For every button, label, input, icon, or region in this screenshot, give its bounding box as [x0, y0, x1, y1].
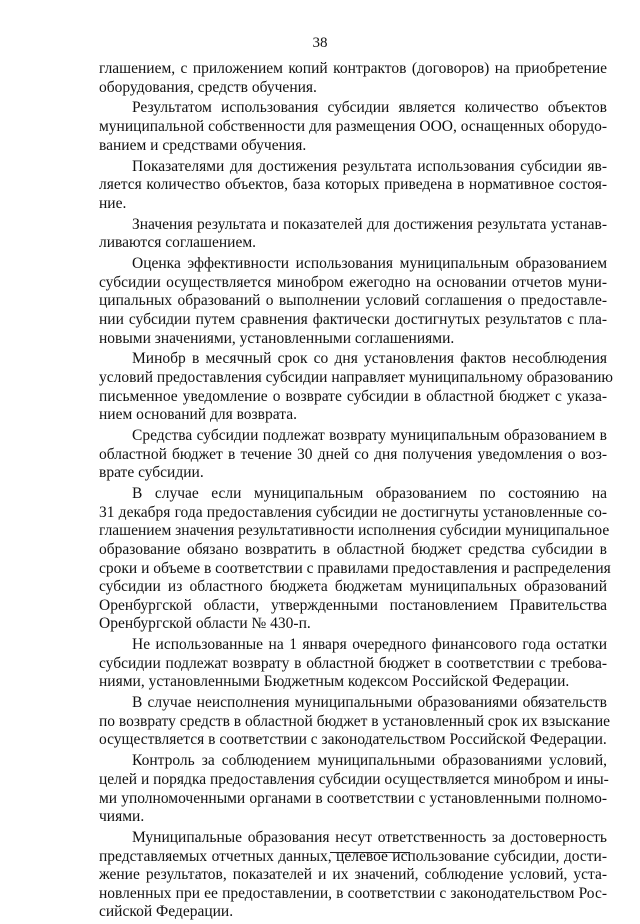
text-line: глашением, с приложением копий контрактов (договоров) на приобретение [99, 60, 607, 77]
text-line: новыми значениями, установленными соглашениями. [99, 329, 455, 347]
text-line: ципальных образований о выполнении условий соглашения о предоставле- [99, 292, 607, 310]
text-line: глашением значения результативности исполнения субсидии муниципальное [99, 522, 610, 540]
text-line: по возврату средств в областной бюджет в установленный срок их взыскание [99, 712, 611, 730]
paragraph [99, 636, 607, 692]
text-line: врате субсидии. [99, 464, 204, 482]
text-line: В случае если муниципальным образованием по состоянию на [132, 485, 607, 503]
text-line: ванием и средствами обучения. [99, 136, 307, 154]
paragraph [99, 350, 613, 424]
text-line: Показателями для достижения результата использования субсидии яв- [132, 157, 607, 175]
text-line: В случае неисполнения муниципальными образованиями обязательств [132, 694, 607, 712]
paragraph [99, 158, 607, 214]
page-number: 38 [312, 35, 328, 51]
text-line: представляемых отчетных данных, целевое использование субсидии, дости- [99, 847, 607, 865]
paragraph [99, 829, 607, 922]
text-line: чиями. [99, 808, 145, 826]
text-line: Результатом использования субсидии является количество объектов [132, 99, 607, 117]
paragraph [99, 694, 611, 750]
paragraph [99, 427, 607, 483]
text-line: ниями, установленными Бюджетным кодексом Российской Федерации. [99, 673, 570, 691]
paragraph [99, 255, 607, 348]
text-line: Контроль за соблюдением муниципальными образованиями условий, [132, 752, 607, 770]
paragraph [99, 485, 611, 634]
text-line: Оренбургской области № 430-п. [99, 615, 311, 633]
document-body [99, 60, 613, 924]
text-line: ми уполномоченными органами в соответствии с установленными полномо- [99, 789, 607, 807]
text-line: 31 декабря года предоставления субсидии не достигнуты установленные со- [99, 503, 607, 521]
text-line: ляется количество объектов, база которых приведена в нормативное состоя- [99, 176, 607, 194]
end-of-text-rule [330, 852, 410, 853]
text-line: областной бюджет в течение 30 дней со дня получения уведомления о воз- [99, 445, 607, 463]
text-line: Средства субсидии подлежат возврату муниципальным образованием в [132, 427, 607, 445]
text-line: нием оснований для возврата. [99, 406, 297, 424]
text-line: целей и порядка предоставления субсидии осуществляется минобром и ины- [99, 770, 609, 788]
text-line: ливаются соглашением. [99, 234, 257, 252]
text-line: муниципальной собственности для размещения ООО, оснащенных оборудо- [99, 118, 607, 136]
text-line: субсидии осуществляется минобром ежегодно на основании отчетов муни- [99, 273, 607, 291]
text-line: Не использованные на 1 января очередного финансового года остатки [132, 636, 607, 654]
text-line: ние. [99, 194, 127, 212]
text-line: сийской Федерации. [99, 903, 234, 921]
text-line: Оренбургской области, утвержденными постановлением Правительства [99, 596, 607, 614]
text-line: письменное уведомление о возврате субсидии в областной бюджет с указа- [99, 387, 607, 405]
text-line: сроки и объеме в соответствии с правилами предоставления и распределения [99, 559, 611, 577]
text-line: образование обязано возвратить в областной бюджет средства субсидии в [99, 540, 607, 558]
text-line: Оценка эффективности использования муниципальным образованием [132, 255, 607, 273]
text-line: жение результатов, показателей и их значений, соблюдение условий, уста- [99, 866, 607, 884]
text-line: условий предоставления субсидии направляет муниципальному образованию [99, 368, 613, 386]
paragraph [99, 60, 607, 97]
text-line: Значения результата и показателей для достижения результата устанав- [132, 215, 607, 233]
text-line: субсидии из областного бюджета бюджетам муниципальных образований [99, 578, 607, 596]
paragraph [99, 99, 607, 155]
paragraph [99, 216, 607, 253]
paragraph [99, 752, 607, 826]
text-line: новленных при ее предоставлении, в соответствии с законодательством Рос- [99, 884, 607, 902]
text-line: субсидии подлежат возврату в областной бюджет в соответствии с требова- [99, 654, 607, 672]
text-line: осуществляется в соответствии с законодательством Российской Федерации. [99, 731, 607, 749]
text-line: Минобр в месячный срок со дня установления фактов несоблюдения [132, 350, 607, 368]
text-line: Муниципальные образования несут ответственность за достоверность [132, 829, 607, 847]
text-line: оборудования, средств обучения. [99, 78, 317, 96]
text-line: нии субсидии путем сравнения фактически достигнутых результатов с пла- [99, 310, 607, 328]
